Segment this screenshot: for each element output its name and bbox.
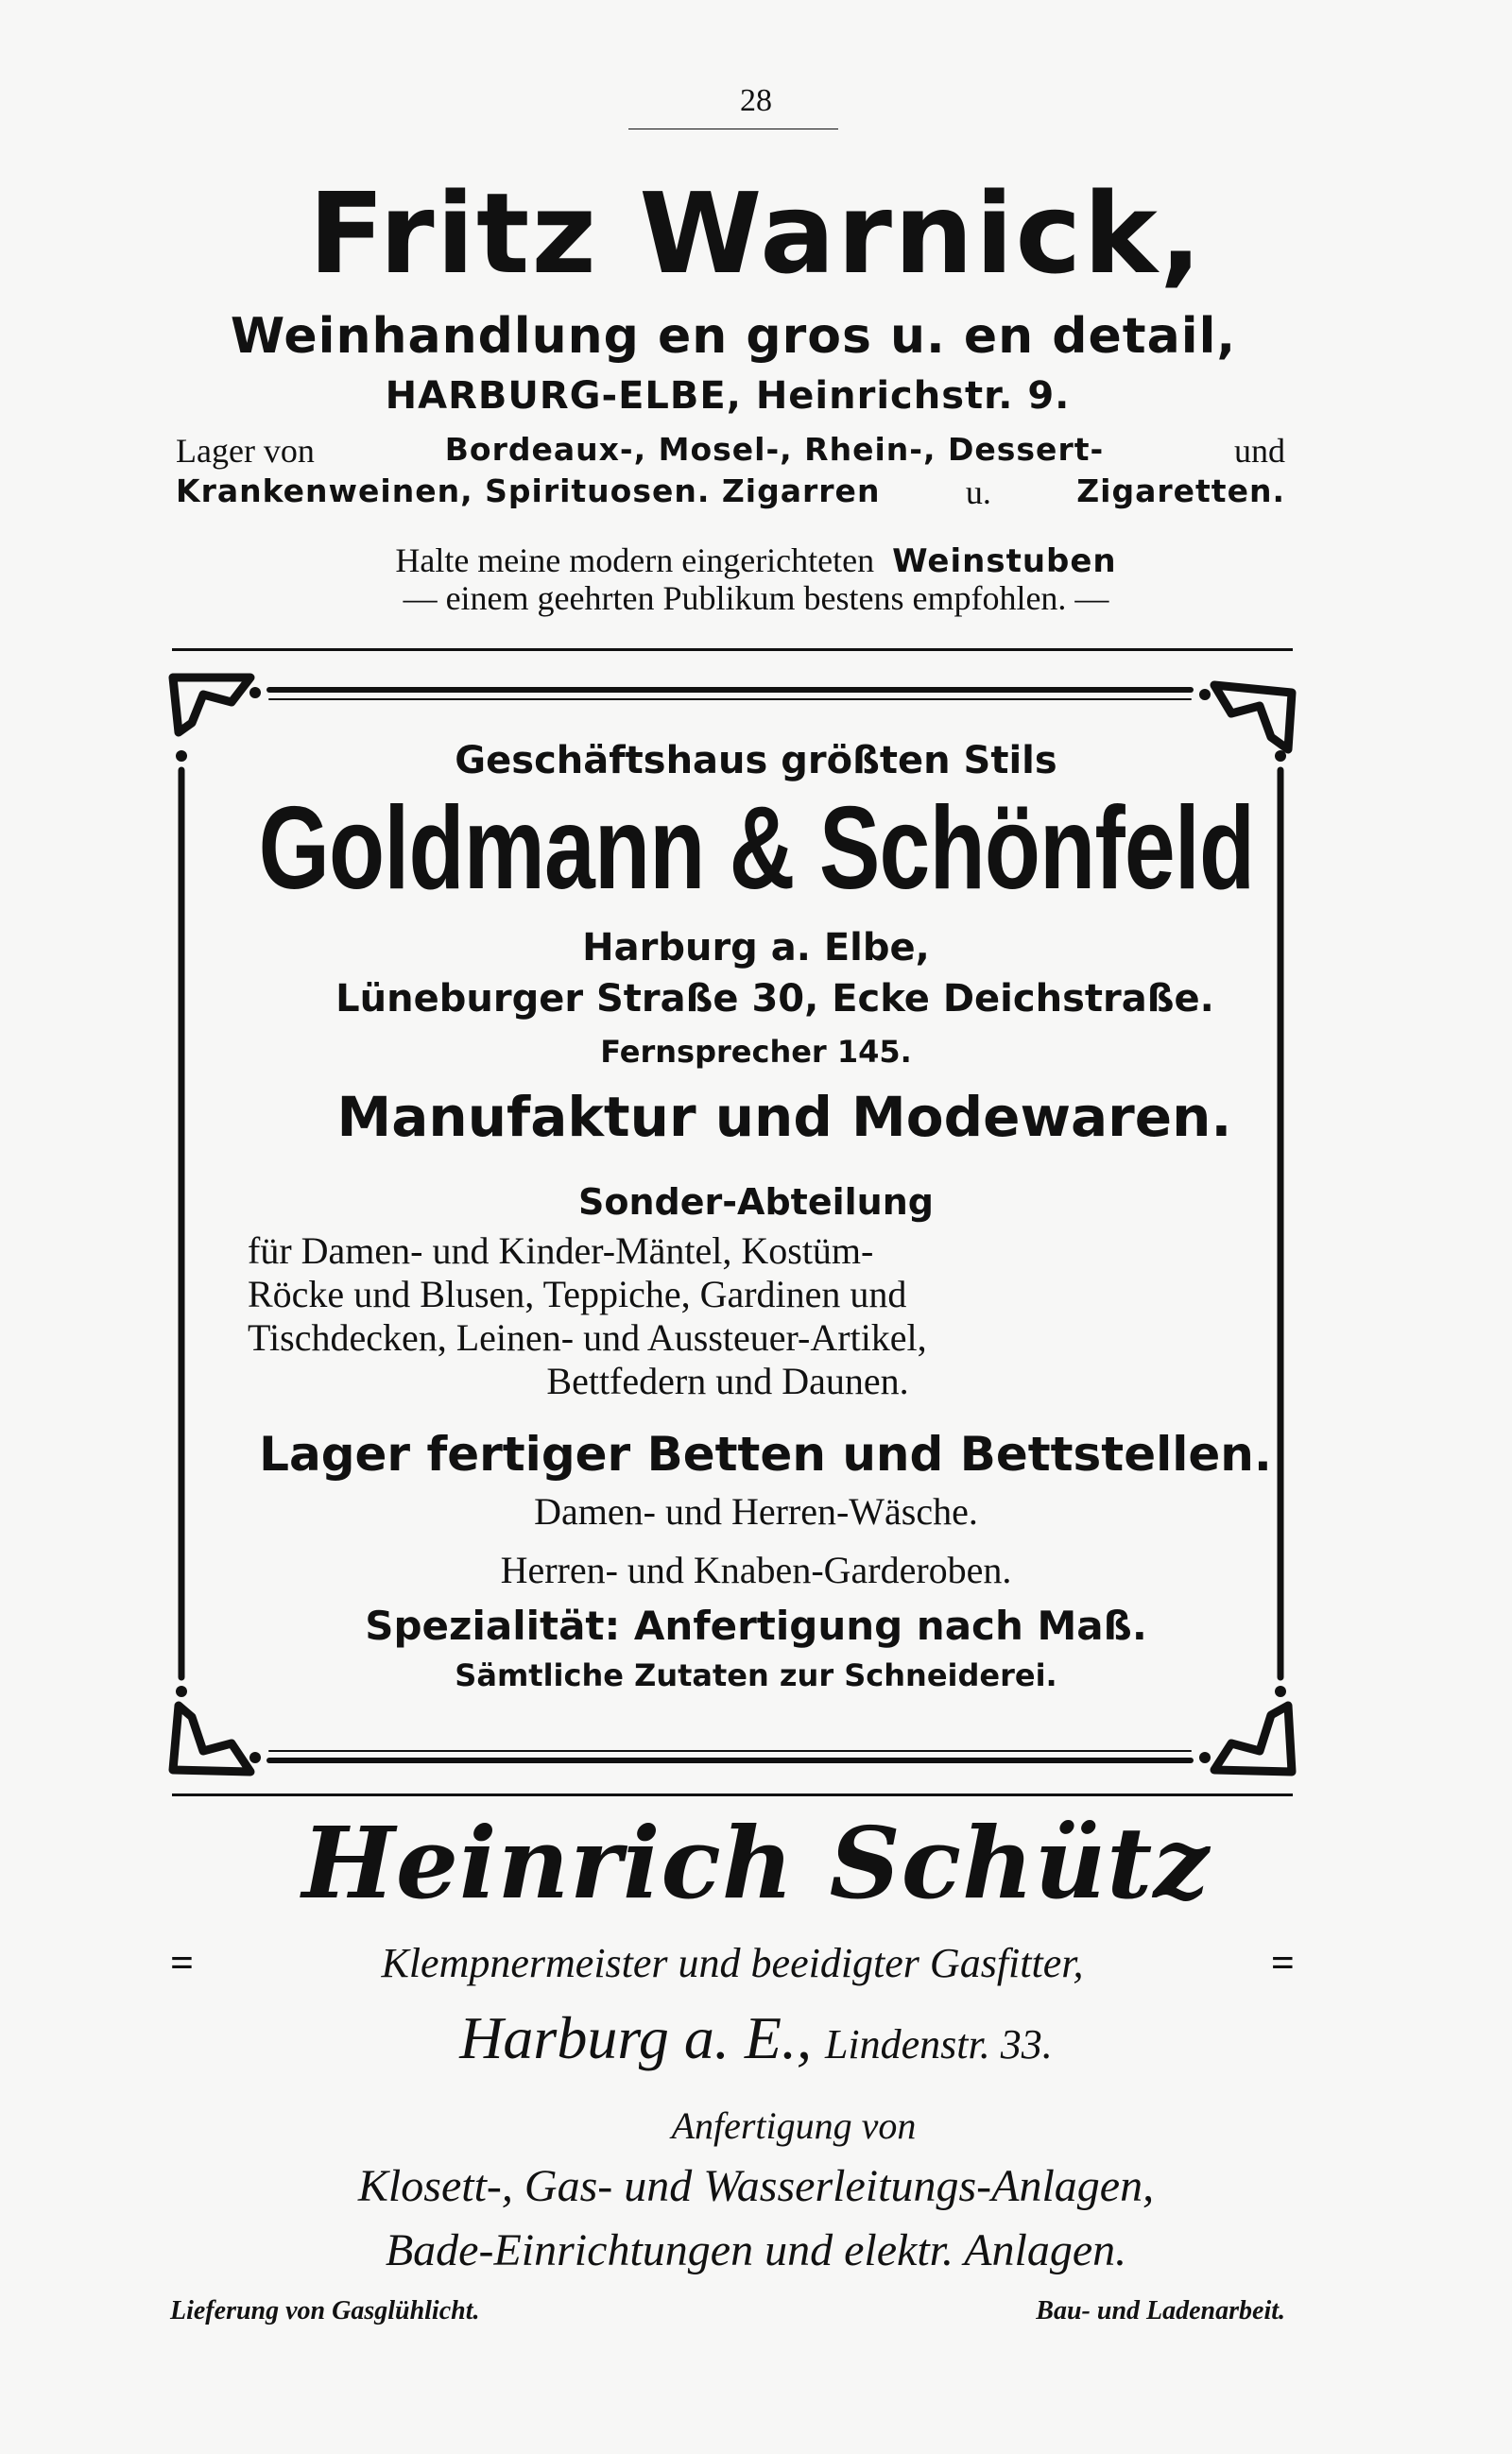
ad2-specialty: Spezialität: Anfertigung nach Maß. [365, 1603, 1147, 1649]
ad3-profession: Klempnermeister und beeidigter Gasfitter, [381, 1940, 1084, 1986]
ad1-note-bold: Weinstuben [892, 542, 1117, 580]
ad1-stock-items-a: Krankenweinen, Spirituosen. Zigarren [176, 472, 881, 509]
ad2-laundry: Damen- und Herren-Wäsche. [534, 1490, 978, 1533]
ad1-note-line2: — einem geehrten Publikum bestens empfohlen. — [403, 579, 1109, 617]
ad3-service-line1: Klosett-, Gas- und Wasserleitungs-Anlagen, [357, 2161, 1155, 2211]
ad2-dept-line-3 [248, 1315, 1208, 1359]
ad1-note-text: Halte meine modern eingerichteten [395, 541, 875, 579]
ad2-dept-text-1: für Damen- und Kinder-Mäntel, Kostüm- [248, 1229, 874, 1272]
ad1-tagline: Weinhandlung en gros u. en detail, [230, 308, 1237, 365]
ad1-stock-line1 [176, 431, 1285, 471]
ad2-beds: Lager fertiger Betten und Bettstellen. [259, 1427, 1272, 1482]
ad1-stock-suffix: und [1234, 432, 1285, 470]
ad1-stock-line2 [176, 472, 1285, 512]
ad3-service-title: Anfertigung von [671, 2104, 917, 2147]
ad2-dept-line-4 [248, 1359, 1208, 1402]
double-dash-right: = [1270, 1940, 1295, 1986]
ad1-stock-conj: u. [965, 473, 991, 511]
ad1-name: Fritz Warnick, [308, 168, 1204, 299]
ad2-kicker: Geschäftshaus größten Stils [455, 739, 1057, 782]
ad3-footer-right: Bau- und Ladenarbeit. [1036, 2296, 1285, 2325]
ad2-city: Harburg a. Elbe, [582, 926, 930, 970]
ad2-supplies: Sämtliche Zutaten zur Schneiderei. [455, 1657, 1057, 1693]
double-dash-left: = [170, 1940, 195, 1986]
ad2-dept-line-2 [248, 1272, 1208, 1315]
ad2-dept-text-2: Röcke und Blusen, Teppiche, Gardinen und [248, 1273, 907, 1315]
ad2-dept-line-1 [248, 1228, 1208, 1272]
ad2-street: Lüneburger Straße 30, Ecke Deichstraße. [335, 977, 1214, 1021]
ad3-address-line [0, 2003, 1512, 2073]
ad3-footer-left: Lieferung von Gasglühlicht. [170, 2296, 480, 2325]
ad1-address: HARBURG-ELBE, Heinrichstr. 9. [385, 374, 1071, 418]
ad3-name: Heinrich Schütz [301, 1805, 1211, 1921]
ad2-dept-text-3: Tischdecken, Leinen- und Aussteuer-Artikel, [248, 1316, 927, 1359]
ad3-city: Harburg a. E., [459, 2004, 812, 2071]
divider-bottom [172, 1793, 1293, 1796]
ad1-stock-prefix: Lager von [176, 432, 315, 470]
ad2-dept-text-4: Bettfedern und Daunen. [546, 1360, 909, 1402]
ad1-stock-items-b: Zigaretten. [1076, 472, 1285, 509]
ad1-stock-items: Bordeaux-, Mosel-, Rhein-, Dessert- [444, 431, 1105, 468]
ad2-dept-title: Sonder-Abteilung [578, 1181, 934, 1223]
ad2-wardrobe: Herren- und Knaben-Garderoben. [500, 1549, 1012, 1591]
ad3-footer [170, 2296, 1285, 2326]
ad1-note-line1 [0, 541, 1512, 580]
ad2-headline: Manufaktur und Modewaren. [336, 1085, 1232, 1149]
ad2-phone: Fernsprecher 145. [600, 1034, 912, 1070]
page-number-block [0, 83, 1512, 119]
ad3-service-line2: Bade-Einrichtungen und elektr. Anlagen. [385, 2225, 1127, 2275]
ad2-dept-list [248, 1228, 1208, 1402]
divider-top [172, 648, 1293, 651]
ad3-street: Lindenstr. 33. [824, 2021, 1053, 2068]
ad2-name: Goldmann & Schönfeld [258, 783, 1254, 914]
ad3-profession-line [170, 1939, 1295, 1987]
page-number: 28 [740, 83, 772, 118]
ad2-name-wrap [0, 783, 1512, 914]
